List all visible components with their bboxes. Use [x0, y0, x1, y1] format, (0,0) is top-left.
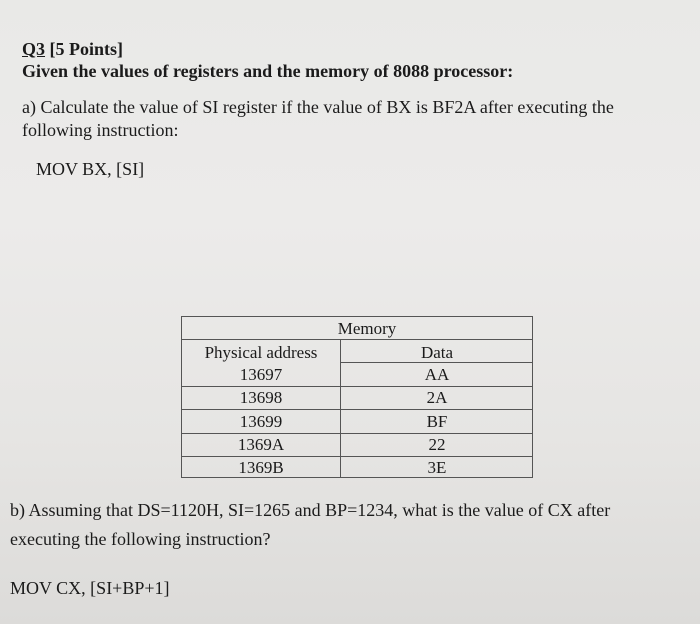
part-b-instruction: MOV CX, [SI+BP+1]: [10, 578, 170, 598]
question-number: Q3: [22, 39, 46, 59]
table-divider: [182, 339, 532, 340]
part-a-text-line-1: a) Calculate the value of SI register if the value of BX is BF2A after executing the: [22, 97, 614, 117]
question-points: [5 Points]: [49, 39, 124, 59]
table-divider: [182, 409, 532, 410]
row-address: 1369B: [238, 458, 284, 477]
row-data: 3E: [427, 458, 447, 477]
row-data: 2A: [426, 388, 448, 407]
row-data: BF: [426, 412, 448, 431]
row-data: 22: [428, 435, 446, 454]
row-address: 13698: [239, 388, 283, 407]
question-heading: [22, 38, 123, 60]
header-physical-address: Physical address: [204, 343, 318, 362]
row-data: AA: [424, 365, 450, 384]
memory-table: [181, 316, 533, 478]
memory-table-title: Memory: [337, 319, 397, 338]
table-divider: [341, 362, 532, 363]
header-data: Data: [420, 343, 454, 362]
part-a-instruction: MOV BX, [SI]: [36, 159, 145, 179]
part-b-text-line-2: executing the following instruction?: [10, 529, 271, 549]
part-a-text-line-2: following instruction:: [22, 120, 179, 140]
row-address: 13699: [239, 412, 283, 431]
row-address: 13697: [239, 365, 283, 384]
row-address: 1369A: [237, 435, 285, 454]
part-b-text-line-1: b) Assuming that DS=1120H, SI=1265 and BP=1234, what is the value of CX after: [10, 500, 611, 520]
question-intro: Given the values of registers and the memory of 8088 processor:: [22, 61, 514, 81]
